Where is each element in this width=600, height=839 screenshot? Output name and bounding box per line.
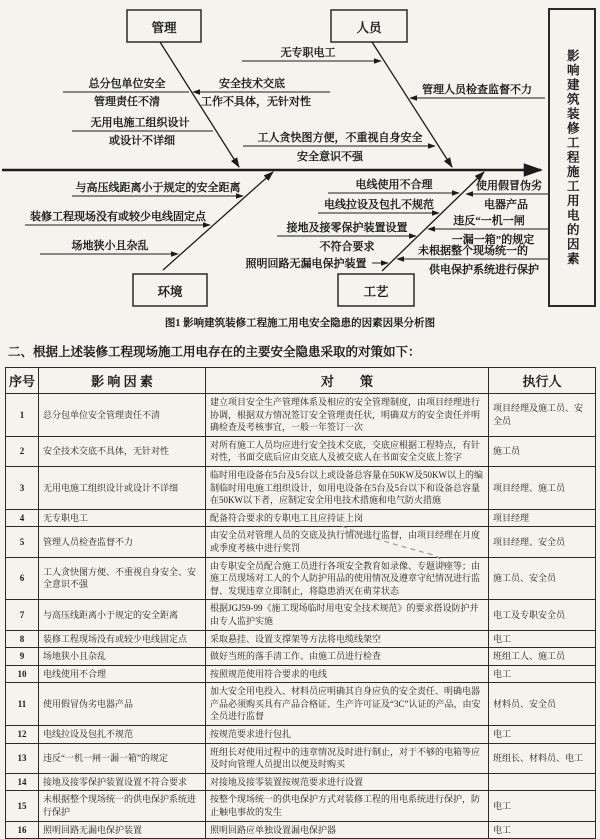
management-label: 管理 bbox=[151, 21, 177, 35]
cell-no: 15 bbox=[6, 791, 39, 821]
cell-factor: 电线使用不合理 bbox=[39, 665, 206, 683]
cause-m3-line1: 安全技术交底 bbox=[219, 78, 285, 90]
cell-no: 10 bbox=[6, 665, 39, 683]
cell-executor: 电工及专职安全员 bbox=[489, 600, 596, 630]
cell-no: 5 bbox=[6, 527, 39, 557]
cell-no: 7 bbox=[6, 600, 39, 630]
cause-t3-line1: 接地及接零保护装置设置 bbox=[286, 222, 408, 234]
col-header-executor: 执行人 bbox=[489, 368, 596, 394]
table-row bbox=[6, 630, 596, 648]
cell-factor: 无专职电工 bbox=[39, 509, 206, 527]
cell-no: 9 bbox=[6, 648, 39, 666]
cell-factor: 照明回路无漏电保护装置 bbox=[39, 821, 206, 839]
cell-executor: 电工 bbox=[489, 665, 596, 683]
process-label: 工艺 bbox=[363, 285, 389, 299]
cause-t4: 照明回路无漏电保护装置 bbox=[245, 258, 367, 270]
cell-factor: 无用电施工组织设计或设计不详细 bbox=[39, 466, 206, 509]
cause-p3-line2: 安全意识不强 bbox=[297, 151, 363, 163]
cell-factor: 工人贪快图方便、不重视自身安全、安全意识不强 bbox=[39, 557, 206, 600]
cell-factor: 未根据整个现场统一的供电保护系统进行保护 bbox=[39, 791, 206, 821]
cause-m1-line2: 管理责任不清 bbox=[94, 96, 160, 108]
cause-e2: 装修工程现场没有或较少电线固定点 bbox=[30, 211, 206, 223]
table-row bbox=[6, 743, 596, 773]
cell-factor: 场地狭小且杂乱 bbox=[39, 648, 206, 666]
table-row bbox=[6, 791, 596, 821]
cell-measure: 做好当班的落手清工作、由施工员进行检查 bbox=[206, 648, 489, 666]
table-row bbox=[6, 726, 596, 744]
cause-r2-line2: 一漏一箱”的规定 bbox=[451, 234, 535, 246]
cell-executor: 电工 bbox=[489, 791, 596, 821]
section-heading: 二、根据上述装修工程现场施工用电存在的主要安全隐患采取的对策如下： bbox=[8, 345, 421, 359]
cell-executor: 班组长、材料员、电工 bbox=[489, 743, 596, 773]
cell-executor: 项目经理、安全员 bbox=[489, 527, 596, 557]
cell-executor: 电工 bbox=[489, 630, 596, 648]
cell-no: 2 bbox=[6, 436, 39, 466]
table-row bbox=[6, 509, 596, 527]
cell-factor: 电线拉设及包扎不规范 bbox=[39, 726, 206, 744]
cell-factor: 接地及接零保护装置设置不符合要求 bbox=[39, 773, 206, 791]
cell-no: 16 bbox=[6, 821, 39, 839]
cell-factor: 违反“一机一闸一漏一箱”的规定 bbox=[39, 743, 206, 773]
cause-p3-line1: 工人贪快图方便，不重视自身安全 bbox=[257, 132, 423, 144]
cell-executor: 项目经理 bbox=[489, 509, 596, 527]
cell-executor: 施工员、安全员 bbox=[489, 557, 596, 600]
table-row bbox=[6, 665, 596, 683]
cell-no: 4 bbox=[6, 509, 39, 527]
table-row bbox=[6, 773, 596, 791]
cell-measure: 加大安全用电投入、材料员应明确其自身应负的安全责任、明确电器产品必须购买具有产品合格证、生产许可证及“3C”认证的产品，由安全员进行监督 bbox=[206, 683, 489, 726]
cause-t1: 电线使用不合理 bbox=[355, 179, 433, 191]
countermeasures-table bbox=[5, 367, 596, 839]
cause-t3-line2: 不符合要求 bbox=[319, 241, 375, 253]
cell-no: 14 bbox=[6, 773, 39, 791]
table-row bbox=[6, 436, 596, 466]
fishbone-diagram bbox=[0, 0, 600, 312]
cell-executor: 材料员、安全员 bbox=[489, 683, 596, 726]
cause-e3: 场地狭小且杂乱 bbox=[71, 240, 149, 252]
effect-label: 影响建筑装修工程施工用电的因素 bbox=[565, 48, 580, 267]
table-header-row bbox=[6, 368, 596, 394]
cell-executor: 施工员 bbox=[489, 436, 596, 466]
cell-no: 3 bbox=[6, 466, 39, 509]
cell-no: 1 bbox=[6, 394, 39, 437]
cell-factor: 管理人员检查监督不力 bbox=[39, 527, 206, 557]
table-row bbox=[6, 394, 596, 437]
personnel-label: 人员 bbox=[356, 21, 382, 35]
cause-p2: 管理人员检查监督不力 bbox=[422, 84, 532, 96]
cell-no: 8 bbox=[6, 630, 39, 648]
cell-measure: 班组长对使用过程中的违章情况及时进行制止，对于不够的电箱等应及时向管理人员提出以便及时购买 bbox=[206, 743, 489, 773]
cell-measure: 对所有施工人员均应进行安全技术交底，交底应根据工程特点，有针对性，书面交底后应由交底人及被交底人在书面安全交底上签字 bbox=[206, 436, 489, 466]
table-row bbox=[6, 648, 596, 666]
cell-no: 12 bbox=[6, 726, 39, 744]
cell-measure: 按整个现场统一的供电保护方式对装修工程的用电系统进行保护，防止触电事故的发生 bbox=[206, 791, 489, 821]
cell-measure: 建立项目安全生产管理体系及相应的安全管理制度，由项目经理进行协调，根据双方情况签订安全管理责任状，明确双方的安全责任并明确检查及考核事宜，一般一年签订一次 bbox=[206, 394, 489, 437]
cause-r1-line1: 使用假冒伪劣 bbox=[476, 180, 542, 192]
table-row bbox=[6, 466, 596, 509]
cell-no: 11 bbox=[6, 683, 39, 726]
cause-m2-line2: 或设计不详细 bbox=[109, 135, 175, 147]
cause-e1: 与高压线距离小于规定的安全距离 bbox=[75, 182, 241, 194]
table-row bbox=[6, 683, 596, 726]
figure-caption: 图1 影响建筑装修工程施工用电安全隐患的因素因果分析图 bbox=[164, 318, 436, 329]
table-row bbox=[6, 600, 596, 630]
cell-measure: 配备符合要求的专职电工且应持证上岗 bbox=[206, 509, 489, 527]
cell-executor: 电工 bbox=[489, 726, 596, 744]
cell-executor: 班组工人、施工员 bbox=[489, 648, 596, 666]
cell-executor: 项目经理、施工员 bbox=[489, 466, 596, 509]
cause-r2-line1: 违反“一机一闸 bbox=[453, 215, 525, 227]
cause-p1: 无专职电工 bbox=[280, 47, 336, 59]
environment-label: 环境 bbox=[157, 285, 183, 299]
cause-t2: 电线拉设及包扎不规范 bbox=[324, 199, 434, 211]
cell-factor: 与高压线距离小于规定的安全距离 bbox=[39, 600, 206, 630]
table-row bbox=[6, 527, 596, 557]
personnel-bone bbox=[372, 42, 452, 167]
cause-m1-line1: 总分包单位安全 bbox=[88, 78, 166, 90]
cell-executor: 项目经理及施工员、安全员 bbox=[489, 394, 596, 437]
cell-executor bbox=[489, 773, 596, 791]
cause-r3-line1: 未根据整个现场统一的 bbox=[418, 245, 528, 257]
cell-measure: 由专职安全员配合施工员进行各项安全教育如录像、专题讲座等；由施工员现场对工人的个人防护用品的使用情况及遵章守纪情况进行监督、发现违章立即制止，将隐患消灭在萌芽状态 bbox=[206, 557, 489, 600]
cell-no: 13 bbox=[6, 743, 39, 773]
cell-factor: 装修工程现场没有或较少电线固定点 bbox=[39, 630, 206, 648]
col-header-factor: 影 响 因 素 bbox=[39, 368, 206, 394]
table-row bbox=[6, 557, 596, 600]
cell-factor: 使用假冒伪劣电器产品 bbox=[39, 683, 206, 726]
cell-measure: 临时用电设备在5台及5台以上或设备总容量在50KW及50KW以上的编制临时用电施工组织设计，如用电设备在5台及5台以下和设备总容量在50KW以下者，应制定安全用电技术措施和电气防火措施 bbox=[206, 466, 489, 509]
effect-box bbox=[548, 8, 596, 307]
cause-m3-line2: 工作不具体，无针对性 bbox=[201, 96, 311, 108]
cell-no: 6 bbox=[6, 557, 39, 600]
cell-measure: 对接地及接零装置按规范要求进行设置 bbox=[206, 773, 489, 791]
cause-r1-line2: 电器产品 bbox=[484, 199, 528, 211]
cause-r3-line2: 供电保护系统进行保护 bbox=[429, 264, 539, 276]
col-header-no: 序号 bbox=[6, 368, 39, 394]
cell-measure: 根据JGJ59-99《施工现场临时用电安全技术规范》的要求搭设防护并由专人监护实施 bbox=[206, 600, 489, 630]
cell-measure: 按照规范使用符合要求的电线 bbox=[206, 665, 489, 683]
cell-executor: 电工 bbox=[489, 821, 596, 839]
cell-measure: 由安全员对管理人员的交底及执行情况进行监督，由项目经理在月度或季度考核中进行奖罚 bbox=[206, 527, 489, 557]
fishbone-svg bbox=[0, 0, 600, 312]
cell-factor: 总分包单位安全管理责任不清 bbox=[39, 394, 206, 437]
cell-measure: 照明回路应单独设置漏电保护器 bbox=[206, 821, 489, 839]
cause-m2-line1: 无用电施工组织设计 bbox=[90, 117, 190, 129]
cell-measure: 按规范要求进行包扎 bbox=[206, 726, 489, 744]
cell-factor: 安全技术交底不具体，无针对性 bbox=[39, 436, 206, 466]
col-header-measure: 对 策 bbox=[206, 368, 489, 394]
cell-measure: 采取悬挂、设置支撑架等方法将电缆线架空 bbox=[206, 630, 489, 648]
